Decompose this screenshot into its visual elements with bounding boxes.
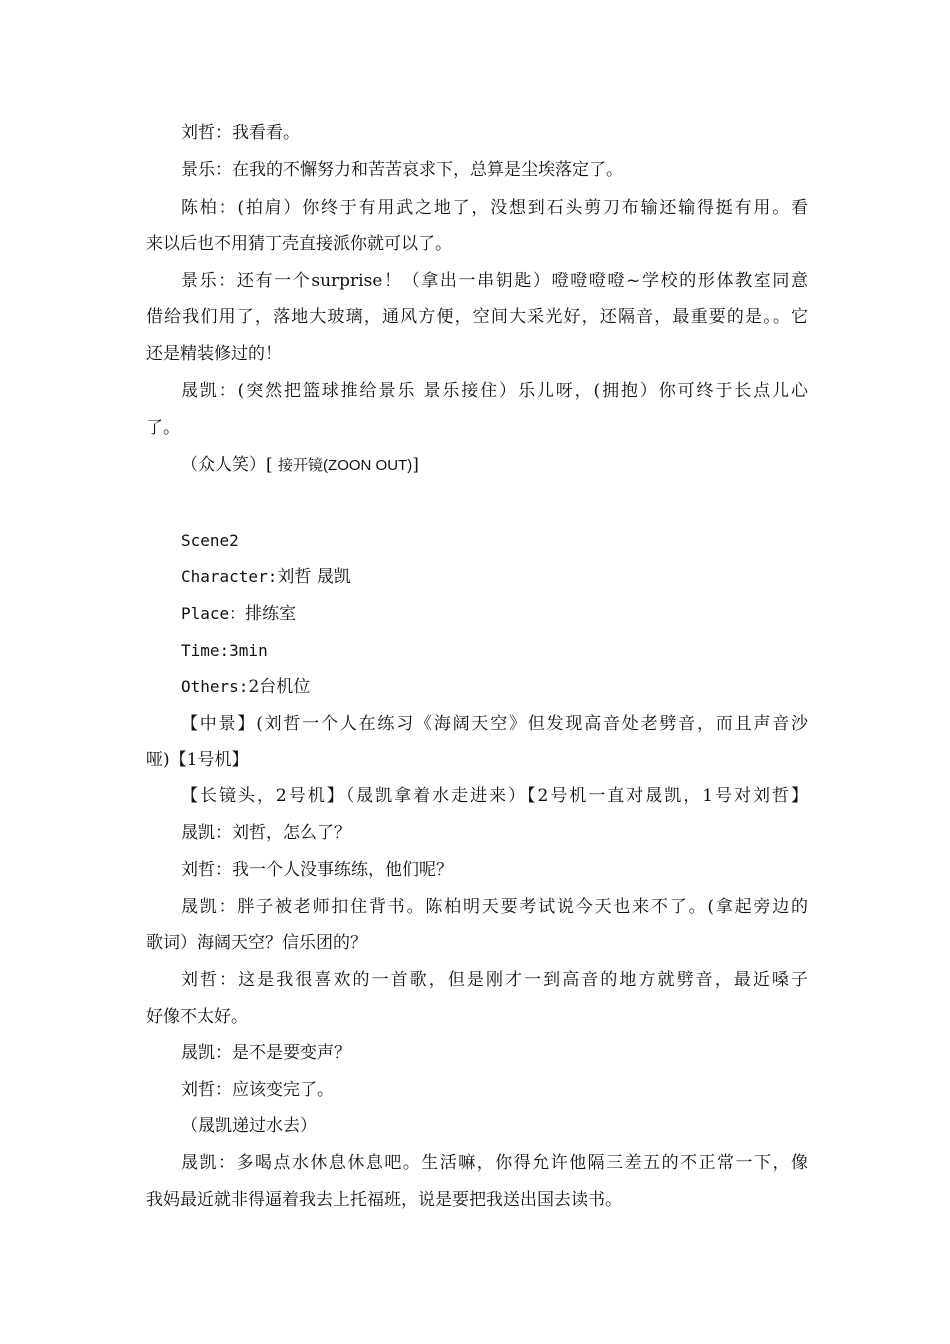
dialogue-line-continued: 借给我们用了，落地大玻璃，通风方便，空间大采光好，还隔音，最重要的是。。它 [146,307,808,327]
dialogue-line: 景乐：在我的不懈努力和苦苦哀求下，总算是尘埃落定了。 [181,160,623,180]
dialogue-line: 晟凯：是不是要变声？ [181,1043,351,1063]
dialogue-line-continued: 还是精装修过的！ [146,344,282,364]
dialogue-line-continued: 了。 [146,418,180,438]
dialogue-line: 晟凯：(突然把篮球推给景乐 景乐接住）乐儿呀，(拥抱）你可终于长点儿心 [181,381,808,401]
others-label: Others: [181,677,249,696]
dialogue-line: 晟凯：胖子被老师扣住背书。陈柏明天要考试说今天也来不了。(拿起旁边的 [181,897,808,917]
camera-direction: 【中景】(刘哲一个人在练习《海阔天空》但发现高音处老劈音，而且声音沙 [181,714,808,734]
dialogue-line: 刘哲：应该变完了。 [181,1080,334,1100]
camera-direction: 【长镜头，2号机】（晟凯拿着水走进来）【2号机一直对晟凯，1号对刘哲】 [181,786,808,806]
others-value: 2台机位 [248,677,311,697]
stage-direction [181,454,843,477]
dialogue-line: 刘哲：我一个人没事练练，他们呢？ [181,860,453,880]
scene-heading: Scene2 [181,531,239,550]
place-label: Place： [181,604,246,623]
scene-time: Time:3min [181,641,268,660]
stage-direction-close: ] [412,455,419,475]
scene-place [181,603,808,625]
dialogue-line-continued: 歌词）海阔天空？信乐团的？ [146,933,367,953]
dialogue-line-continued: 来以后也不用猜丁壳直接派你就可以了。 [146,234,452,254]
dialogue-line: 陈柏：(拍肩）你终于有用武之地了，没想到石头剪刀布输还输得挺有用。看 [181,198,808,218]
characters-value: 刘哲 晟凯 [277,567,351,587]
dialogue-line: 晟凯：多喝点水休息休息吧。生活嘛，你得允许他隔三差五的不正常一下，像 [181,1153,808,1173]
characters-label: Character: [181,567,278,586]
dialogue-line: 刘哲：我看看。 [181,123,300,143]
dialogue-line: 景乐：还有一个surprise！（拿出一串钥匙）噔噔噔噔~学校的形体教室同意 [181,271,808,291]
dialogue-line: 刘哲：这是我很喜欢的一首歌，但是刚才一到高音的地方就劈音，最近嗓子 [181,970,808,990]
dialogue-line-continued: 好像不太好。 [146,1007,248,1027]
dialogue-line: 晟凯：刘哲，怎么了？ [181,823,351,843]
stage-direction-text: （众人笑）[ [181,455,279,475]
camera-note: 接开镜(ZOON OUT) [278,457,413,474]
stage-direction: （晟凯递过水去） [181,1116,317,1136]
place-value: 排练室 [245,604,297,624]
scene-others [181,676,808,698]
camera-direction-continued: 哑)【1号机】 [146,750,249,770]
scene-characters [181,566,808,588]
dialogue-line-continued: 我妈最近就非得逼着我去上托福班，说是要把我送出国去读书。 [146,1190,622,1210]
